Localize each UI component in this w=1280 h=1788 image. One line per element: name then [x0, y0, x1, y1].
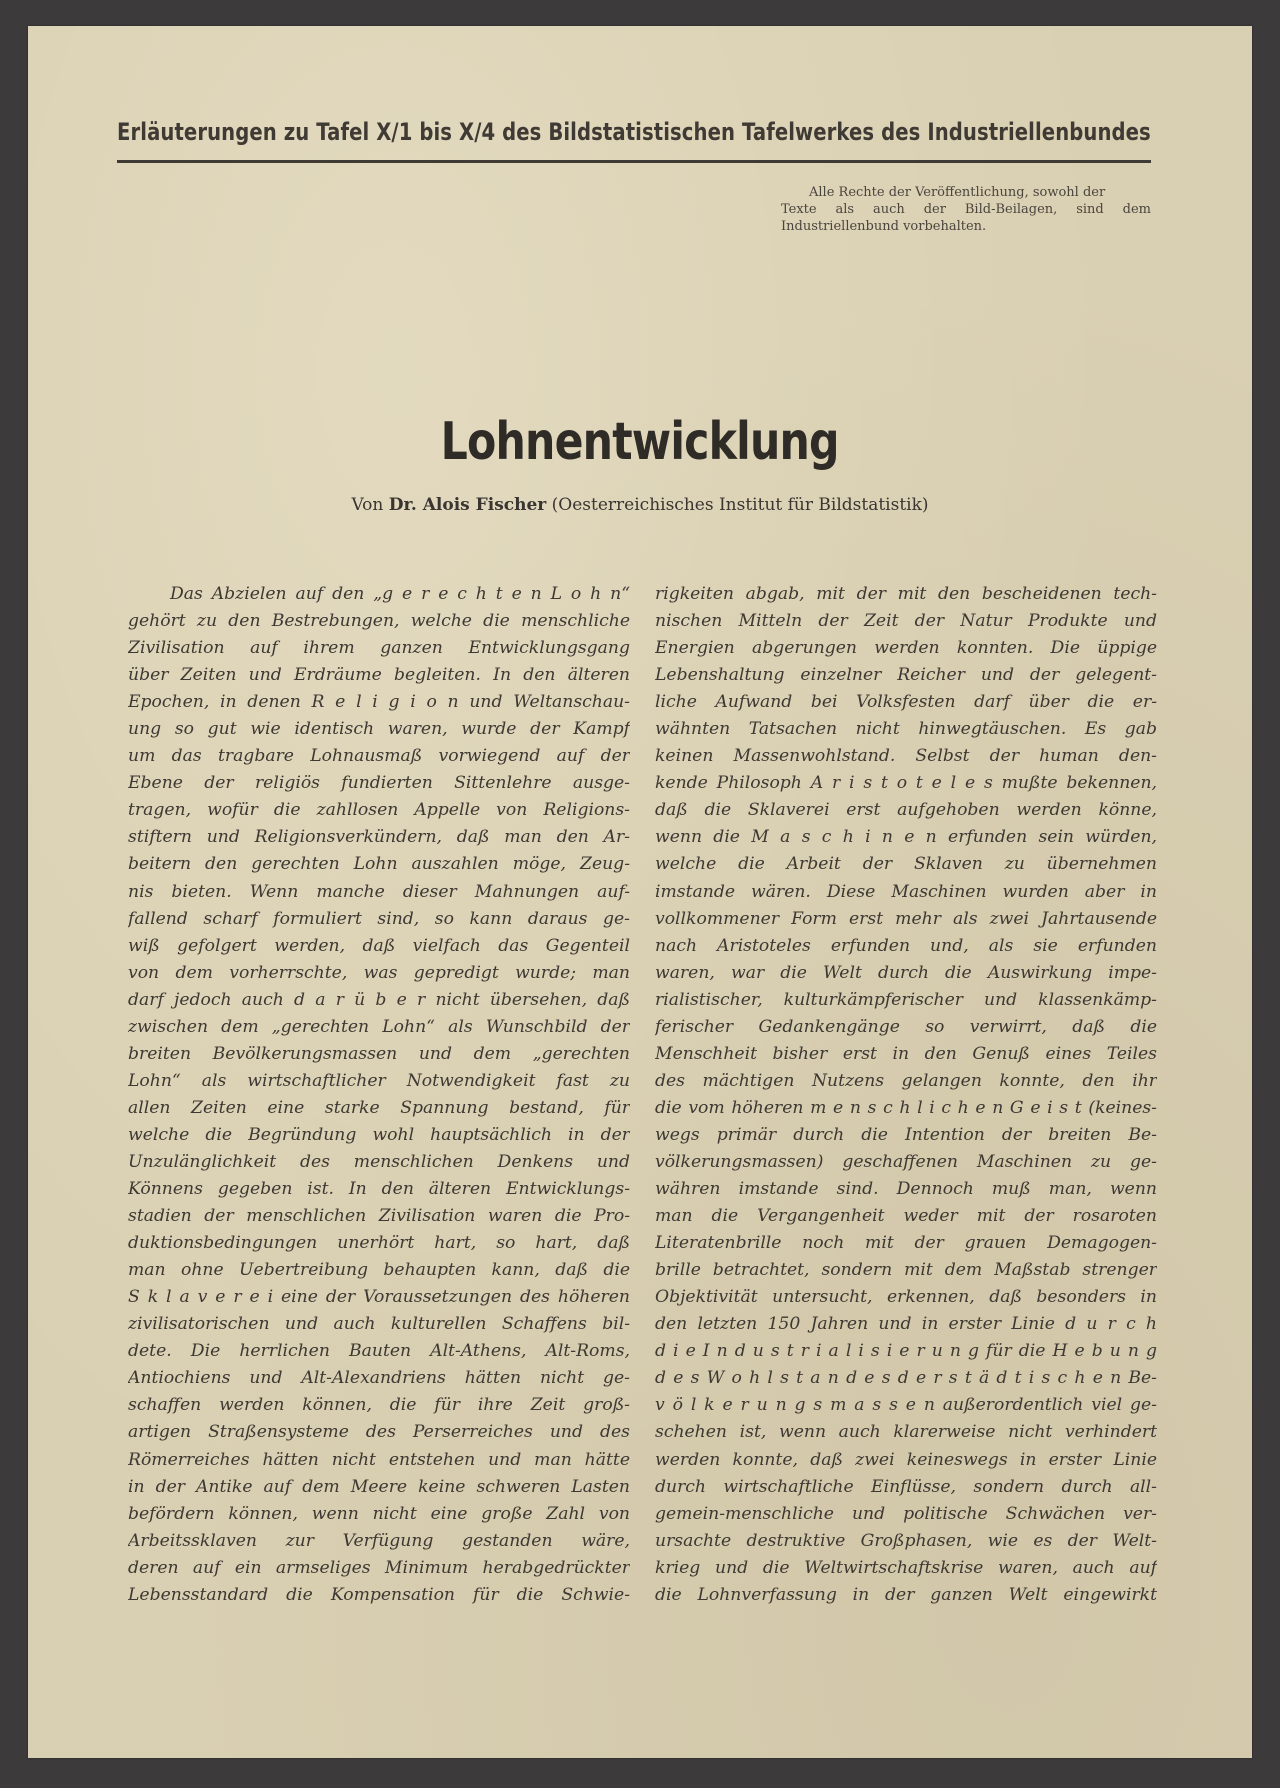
byline-prefix: Von: [351, 495, 384, 515]
text-line: nach Aristoteles erfunden und, als sie erfunden: [655, 935, 1157, 956]
text-line: Könnens gegeben ist. In den älteren Entwicklungs-: [128, 1179, 630, 1200]
text-line: Arbeitssklaven zur Verfügung gestanden wäre,: [128, 1530, 630, 1551]
left-column: [128, 581, 630, 1609]
text-line: schehen ist, wenn auch klarerweise nicht verhindert: [655, 1422, 1157, 1443]
text-line: Ebene der religiös fundierten Sittenlehre ausge-: [128, 773, 630, 794]
text-line: zivilisatorischen und auch kulturellen Schaffens bil-: [128, 1314, 630, 1335]
text-line: befördern können, wenn nicht eine große Zahl von: [128, 1503, 630, 1524]
text-line: gehört zu den Bestrebungen, welche die menschliche: [128, 611, 630, 632]
text-line: imstande wären. Diese Maschinen wurden aber in: [655, 881, 1157, 902]
text-line: beitern den gerechten Lohn auszahlen möge, Zeug-: [128, 854, 630, 875]
text-line: durch wirtschaftliche Einflüsse, sondern durch all-: [655, 1476, 1157, 1497]
text-line: brille betrachtet, sondern mit dem Maßstab strenger: [655, 1260, 1157, 1281]
text-line: ung so gut wie identisch waren, wurde der Kampf: [128, 719, 630, 740]
text-line: Lohn“ als wirtschaftlicher Notwendigkeit fast zu: [128, 1070, 630, 1091]
text-line: von dem vorherrschte, was gepredigt wurde; man: [128, 962, 630, 983]
text-line: rialistischer, kulturkämpferischer und klassenkämp-: [655, 989, 1157, 1010]
text-line: ursachte destruktive Großphasen, wie es der Welt-: [655, 1530, 1157, 1551]
text-line: wähnten Tatsachen nicht hinwegtäuschen. Es gab: [655, 719, 1157, 740]
text-line: die vom höheren m e n s c h l i c h e n G e i s t (keines-: [655, 1097, 1157, 1118]
text-line: welche die Begründung wohl hauptsächlich in der: [128, 1124, 630, 1145]
text-line: rigkeiten abgab, mit der mit den bescheidenen tech-: [655, 584, 1157, 604]
text-line: waren, war die Welt durch die Auswirkung impe-: [655, 962, 1157, 983]
text-line: deren auf ein armseliges Minimum herabgedrückter: [128, 1557, 630, 1578]
text-line: Literatenbrille noch mit der grauen Demagogen-: [655, 1233, 1157, 1254]
text-line: stadien der menschlichen Zivilisation waren die Pro-: [128, 1206, 630, 1227]
text-line: vollkommener Form erst mehr als zwei Jahrtausende: [655, 908, 1157, 929]
text-line: keinen Massenwohlstand. Selbst der human den-: [655, 746, 1157, 767]
text-line: schaffen werden können, die für ihre Zeit groß-: [128, 1395, 630, 1416]
rights-note-line: Industriellenbund vorbehalten.: [781, 219, 987, 234]
text-line: den letzten 150 Jahren und in erster Linie d u r c h: [655, 1314, 1157, 1335]
text-line: um das tragbare Lohnausmaß vorwiegend auf der: [128, 746, 630, 767]
text-line: dete. Die herrlichen Bauten Alt-Athens, Alt-Roms,: [128, 1341, 630, 1362]
text-line: wiß gefolgert werden, daß vielfach das Gegenteil: [128, 935, 630, 956]
text-line: man die Vergangenheit weder mit der rosaroten: [655, 1206, 1157, 1227]
text-line: des mächtigen Nutzens gelangen konnte, den ihr: [655, 1070, 1157, 1091]
text-line: über Zeiten und Erdräume begleiten. In den älteren: [128, 665, 630, 686]
byline-author: Dr. Alois Fischer: [388, 495, 547, 515]
article-title: [0, 412, 1280, 472]
text-line: völkerungsmassen) geschaffenen Maschinen zu ge-: [655, 1151, 1157, 1172]
text-line: werden konnte, daß zwei keineswegs in erster Linie: [655, 1449, 1157, 1470]
text-line: die Lohnverfassung in der ganzen Welt eingewirkt: [655, 1584, 1157, 1605]
text-line: währen imstande sind. Dennoch muß man, wenn: [655, 1179, 1157, 1200]
text-line: krieg und die Weltwirtschaftskrise waren, auch auf: [655, 1557, 1157, 1578]
text-line: gemein-menschliche und politische Schwächen ver-: [655, 1503, 1157, 1524]
text-line: S k l a v e r e i eine der Voraussetzungen des höheren: [128, 1287, 630, 1308]
text-line: ferischer Gedankengänge so verwirrt, daß die: [655, 1016, 1157, 1037]
text-line: d i e I n d u s t r i a l i s i e r u n g für die H e b u n g: [655, 1341, 1157, 1362]
text-line: in der Antike auf dem Meere keine schweren Lasten: [128, 1476, 630, 1497]
text-line: nischen Mitteln der Zeit der Natur Produkte und: [655, 611, 1157, 632]
text-line: tragen, wofür die zahllosen Appelle von Religions-: [128, 800, 630, 821]
text-line: Das Abzielen auf den „g e r e c h t e n L o h n“: [170, 584, 630, 604]
text-line: welche die Arbeit der Sklaven zu übernehmen: [655, 854, 1157, 875]
text-line: Antiochiens und Alt-Alexandriens hätten nicht ge-: [128, 1368, 630, 1389]
text-line: Römerreiches hätten nicht entstehen und man hätte: [128, 1449, 630, 1470]
text-line: Unzulänglichkeit des menschlichen Denkens und: [128, 1151, 630, 1172]
text-line: breiten Bevölkerungsmassen und dem „gerechten: [128, 1043, 630, 1064]
text-line: allen Zeiten eine starke Spannung bestand, für: [128, 1097, 630, 1118]
text-line: Epochen, in denen R e l i g i o n und Weltanschau-: [128, 692, 630, 713]
header-rule: [117, 160, 1151, 163]
text-line: zwischen dem „gerechten Lohn“ als Wunschbild der: [128, 1016, 630, 1037]
text-line: Lebensstandard die Kompensation für die Schwie-: [128, 1584, 630, 1605]
text-line: Menschheit bisher erst in den Genuß eines Teiles: [655, 1043, 1157, 1064]
text-line: duktionsbedingungen unerhört hart, so hart, daß: [128, 1233, 630, 1254]
rights-note-line: Alle Rechte der Veröffentlichung, sowohl der: [809, 185, 1106, 200]
text-line: daß die Sklaverei erst aufgehoben werden könne,: [655, 800, 1157, 821]
rights-note: [781, 184, 1151, 235]
text-line: Energien abgerungen werden konnten. Die üppige: [655, 638, 1157, 659]
text-line: stiftern und Religionsverkündern, daß man den Ar-: [128, 827, 630, 848]
text-line: Zivilisation auf ihrem ganzen Entwicklungsgang: [128, 638, 630, 659]
right-column: [655, 581, 1157, 1609]
text-line: d e s W o h l s t a n d e s d e r s t ä d t i s c h e n Be-: [655, 1368, 1157, 1389]
text-line: artigen Straßensysteme des Perserreiches und des: [128, 1422, 630, 1443]
article-title-text: Lohnentwicklung: [440, 412, 840, 472]
text-line: fallend scharf formuliert sind, so kann daraus ge-: [128, 908, 630, 929]
text-line: darf jedoch auch d a r ü b e r nicht übersehen, daß: [128, 989, 630, 1010]
byline-institution: (Oesterreichisches Institut für Bildstatistik): [551, 495, 929, 515]
text-line: Lebenshaltung einzelner Reicher und der gelegent-: [655, 665, 1157, 686]
text-line: liche Aufwand bei Volksfesten darf über die er-: [655, 692, 1157, 713]
text-line: v ö l k e r u n g s m a s s e n außerordentlich viel ge-: [655, 1395, 1157, 1416]
text-line: man ohne Uebertreibung behaupten kann, daß die: [128, 1260, 630, 1281]
byline: [0, 495, 1280, 515]
rights-note-line: Texte als auch der Bild-Beilagen, sind dem: [781, 202, 1151, 217]
text-line: wegs primär durch die Intention der breiten Be-: [655, 1124, 1157, 1145]
text-line: Objektivität untersucht, erkennen, daß besonders in: [655, 1287, 1157, 1308]
text-line: kende Philosoph A r i s t o t e l e s mußte bekennen,: [655, 773, 1157, 794]
header-title: Erläuterungen zu Tafel X/1 bis X/4 des Bildstatistischen Tafelwerkes des Industriellenbundes: [117, 118, 1151, 146]
text-line: nis bieten. Wenn manche dieser Mahnungen auf-: [128, 881, 630, 902]
text-line: wenn die M a s c h i n e n erfunden sein würden,: [655, 827, 1157, 848]
